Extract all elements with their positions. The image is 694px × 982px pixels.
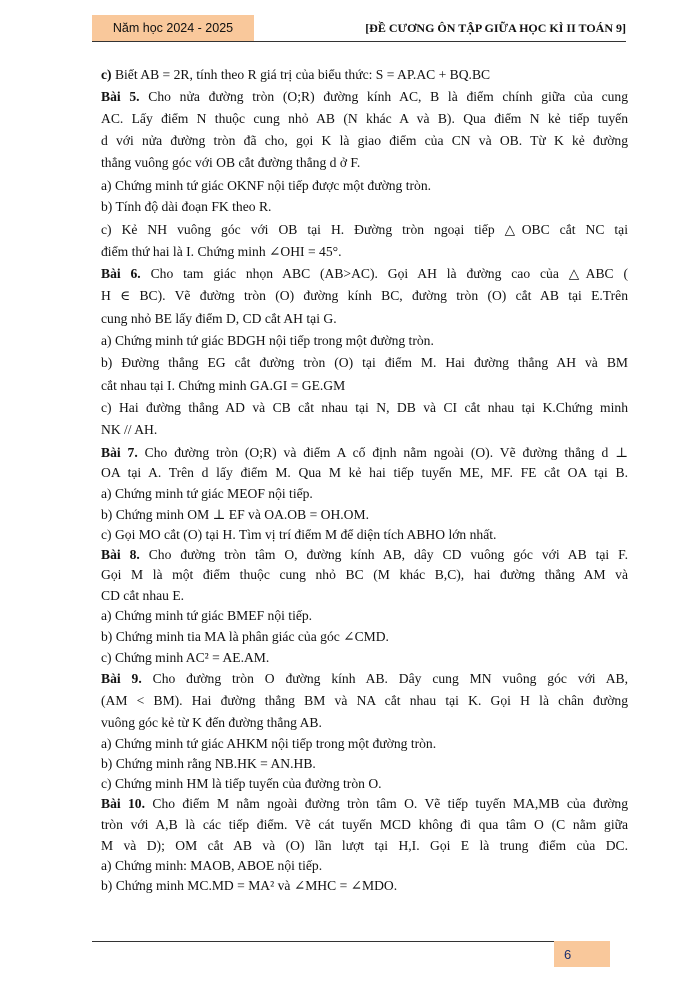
text-line (101, 132, 628, 150)
text-line (101, 177, 431, 195)
text-line (101, 649, 269, 667)
line-text: thẳng vuông góc với OB cắt đường thẳng d ở F. (101, 155, 361, 170)
text-line (101, 464, 628, 482)
line-text: a) Chứng minh tứ giác BMEF nội tiếp. (101, 608, 313, 623)
line-text: Cho nửa đường tròn (O;R) đường kính AC, B là điểm chính giữa của cung (139, 89, 629, 104)
exercise-label: c) (101, 67, 112, 82)
line-text: cung nhỏ BE lấy điểm D, CD cắt AH tại G. (101, 311, 337, 326)
text-line (101, 332, 434, 350)
text-line (101, 607, 312, 625)
header-divider (92, 41, 626, 42)
line-text: a) Chứng minh tứ giác MEOF nội tiếp. (101, 486, 313, 501)
exercise-label: Bài 5. (101, 89, 140, 104)
text-line (101, 377, 345, 395)
line-text: Cho đường tròn O đường kính AB. Dây cung MN vuông góc với AB, (141, 671, 629, 686)
line-text: c) Gọi MO cắt (O) tại H. Tìm vị trí điểm M để diện tích ABHO lớn nhất. (101, 527, 497, 542)
page-header (92, 15, 626, 42)
text-line (101, 837, 628, 855)
exercise-heading-line (101, 670, 628, 688)
text-line (101, 421, 157, 439)
text-line (101, 221, 628, 239)
text-line (101, 816, 628, 834)
text-line (101, 587, 184, 605)
line-text: M và D); OM cắt AB và (O) lần lượt tại H,I. Gọi E là trung điểm của DC. (101, 838, 628, 853)
text-line (101, 714, 322, 732)
text-line (101, 310, 337, 328)
footer-divider (92, 941, 554, 942)
exercise-heading-line (101, 66, 490, 84)
line-text: Cho đường tròn tâm O, đường kính AB, dây CD vuông góc với AB tại F. (139, 547, 628, 562)
text-line (101, 877, 397, 895)
line-text: b) Chứng minh MC.MD = MA² và ∠MHC = ∠MDO. (101, 878, 398, 893)
text-line (101, 628, 389, 646)
line-text: vuông góc kẻ từ K đến đường thẳng AB. (101, 715, 322, 730)
exercise-label: Bài 8. (101, 547, 140, 562)
line-text: AC. Lấy điểm N thuộc cung nhỏ AB (N khác A và B). Qua điểm N kẻ tiếp tuyến (101, 111, 628, 126)
line-text: a) Chứng minh tứ giác OKNF nội tiếp được một đường tròn. (101, 178, 432, 193)
line-text: a) Chứng minh tứ giác BDGH nội tiếp trong một đường tròn. (101, 333, 434, 348)
text-line (101, 526, 496, 544)
line-text: d với nửa đường tròn đã cho, gọi K là giao điểm của CN và OB. Từ K kẻ đường (101, 133, 628, 148)
document-title: [ĐỀ CƯƠNG ÔN TẬP GIỮA HỌC KÌ II TOÁN 9] (365, 21, 626, 35)
line-text: c) Chứng minh HM là tiếp tuyến của đường tròn O. (101, 776, 382, 791)
exercise-label: Bài 6. (101, 266, 141, 281)
text-line (101, 110, 628, 128)
line-text: Cho đường tròn (O;R) và điểm A cố định nằm ngoài (O). Vẽ đường thẳng d ⊥ (137, 445, 628, 460)
text-line (101, 485, 313, 503)
line-text: a) Chứng minh tứ giác AHKM nội tiếp trong một đường tròn. (101, 736, 437, 751)
line-text: b) Tính độ dài đoạn FK theo R. (101, 199, 272, 214)
line-text: CD cắt nhau E. (101, 588, 185, 603)
exercise-label: Bài 7. (101, 445, 138, 460)
line-text: (AM < BM). Hai đường thẳng BM và NA cắt nhau tại K. Gọi H là chân đường (101, 693, 628, 708)
exercise-heading-line (101, 88, 628, 106)
line-text: a) Chứng minh: MAOB, ABOE nội tiếp. (101, 858, 323, 873)
line-text: Cho tam giác nhọn ABC (AB>AC). Gọi AH là đường cao của △ABC ( (140, 266, 629, 281)
line-text: c) Kẻ NH vuông góc với OB tại H. Đường tròn ngoại tiếp △OBC cắt NC tại (101, 222, 628, 237)
text-line (101, 154, 360, 172)
line-text: tròn với A,B là các tiếp điểm. Vẽ cát tuyến MCD không đi qua tâm O (C nằm giữa (101, 817, 628, 832)
text-line (101, 243, 341, 261)
line-text: H ∈ BC). Vẽ đường tròn (O) đường kính BC, đường tròn (O) cắt AB tại E.Trên (101, 288, 628, 303)
line-text: c) Chứng minh AC² = AE.AM. (101, 650, 270, 665)
line-text: Gọi M là một điểm thuộc cung nhỏ BC (M khác B,C), hai đường thẳng AM và (101, 567, 628, 582)
exercise-heading-line (101, 444, 628, 462)
line-text: b) Chứng minh rằng NB.HK = AN.HB. (101, 756, 316, 771)
exercise-heading-line (101, 795, 628, 813)
text-line (101, 775, 382, 793)
line-text: OA tại A. Trên d lấy điểm M. Qua M kẻ hai tiếp tuyến ME, MF. FE cắt OA tại B. (101, 465, 628, 480)
text-line (101, 506, 369, 524)
page-number: 6 (554, 941, 610, 967)
exercise-heading-line (101, 546, 628, 564)
line-text: b) Chứng minh tia MA là phân giác của góc ∠CMD. (101, 629, 389, 644)
text-line (101, 755, 316, 773)
line-text: điểm thứ hai là I. Chứng minh ∠OHI = 45°. (101, 244, 342, 259)
text-line (101, 566, 628, 584)
text-line (101, 198, 271, 216)
line-text: NK // AH. (101, 422, 158, 437)
text-line (101, 735, 436, 753)
text-line (101, 354, 628, 372)
text-line (101, 399, 628, 417)
text-line (101, 857, 322, 875)
line-text: cắt nhau tại I. Chứng minh GA.GI = GE.GM (101, 378, 346, 393)
line-text: b) Chứng minh OM ⊥ EF và OA.OB = OH.OM. (101, 507, 369, 522)
exercise-label: Bài 10. (101, 796, 146, 811)
exercise-label: Bài 9. (101, 671, 142, 686)
school-year-label: Năm học 2024 - 2025 (92, 15, 254, 41)
line-text: b) Đường thẳng EG cắt đường tròn (O) tại điểm M. Hai đường thẳng AH và BM (101, 355, 628, 370)
text-line (101, 287, 628, 305)
line-text: Cho điểm M nằm ngoài đường tròn tâm O. Vẽ tiếp tuyến MA,MB của đường (145, 796, 629, 811)
text-line (101, 692, 628, 710)
line-text: Biết AB = 2R, tính theo R giá trị của biểu thức: S = AP.AC + BQ.BC (111, 67, 491, 82)
line-text: c) Hai đường thẳng AD và CB cắt nhau tại N, DB và CI cắt nhau tại K.Chứng minh (101, 400, 628, 415)
exercise-heading-line (101, 265, 628, 283)
